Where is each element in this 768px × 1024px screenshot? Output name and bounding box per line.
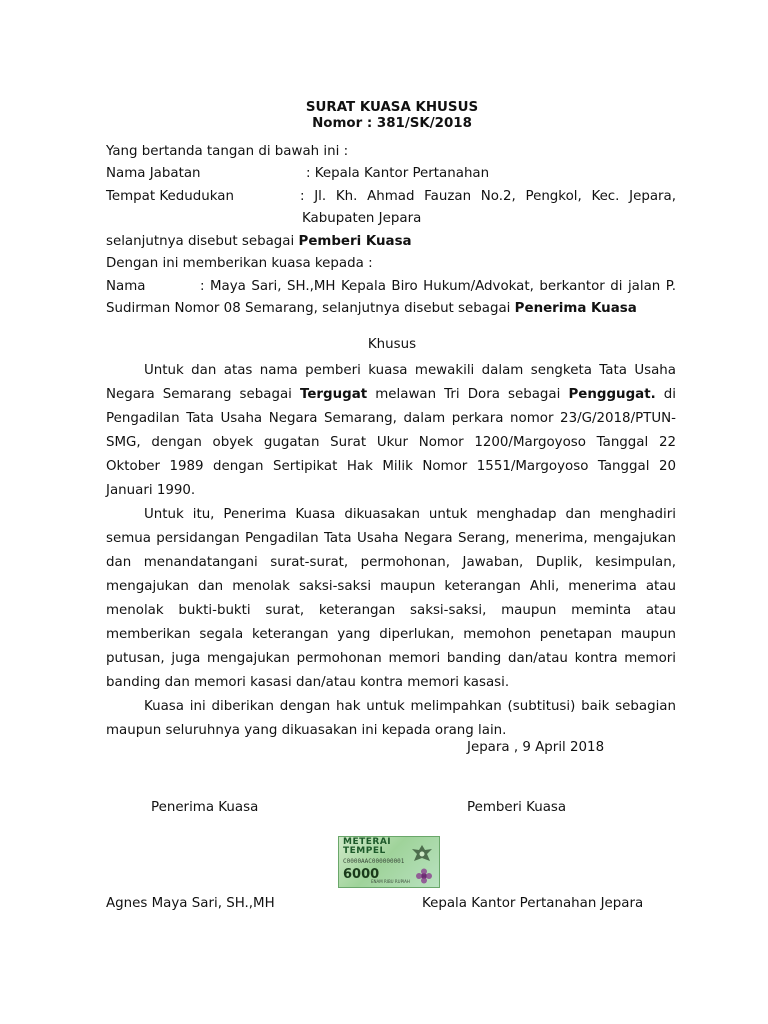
paragraph-case-text-a: Untuk dan atas nama pemberi kuasa mewakili dalam sengketa Tata Usaha Negara Semarang sebagai [106, 363, 676, 402]
defendant-bold: Tergugat [299, 387, 368, 402]
receiver-name: Agnes Maya Sari, SH.,MH [106, 896, 275, 911]
paragraph-case [106, 359, 676, 503]
name-label: Nama [106, 279, 146, 294]
office-label: Tempat Kedudukan [106, 189, 234, 204]
document-number: Nomor : 381/SK/2018 [312, 116, 472, 131]
receiver-intro: Dengan ini memberikan kuasa kepada : [106, 256, 373, 271]
stamp-title [343, 838, 391, 856]
place-date: Jepara , 9 April 2018 [467, 740, 605, 755]
giver-name: Kepala Kantor Pertanahan Jepara [422, 896, 644, 911]
position-label: Nama Jabatan [106, 166, 201, 181]
stamp-value: 6000 [343, 867, 380, 882]
name-value-line2 [106, 297, 637, 321]
receiver-role-label: Penerima Kuasa [151, 800, 259, 815]
giver-designation-text: selanjutnya disebut sebagai [106, 234, 299, 249]
section-title: Khusus [367, 337, 417, 352]
name-value-line2-text: Sudirman Nomor 08 Semarang, selanjutnya disebut sebagai [106, 301, 515, 316]
stamp-small-text: ENAM RIBU RUPIAH [371, 879, 410, 884]
stamp-serial: C0000AAC000000001 [343, 858, 405, 865]
paragraph-substitution: Kuasa ini diberikan dengan hak untuk melimpahkan (subtitusi) baik sebagian maupun seluruhnya yang dikuasakan ini kepada orang lain. [106, 699, 676, 738]
giver-role-label: Pemberi Kuasa [467, 800, 567, 815]
stamp-title-line2: TEMPEL [343, 846, 386, 856]
position-value: : Kepala Kantor Pertanahan [306, 166, 490, 181]
name-value-line1: : Maya Sari, SH.,MH Kepala Biro Hukum/Advokat, berkantor di jalan P. [200, 279, 676, 294]
stamp-title-line1: METERAI [343, 837, 392, 847]
giver-designation-bold: Pemberi Kuasa [298, 234, 412, 249]
paragraph-case-text-b: melawan Tri Dora sebagai [367, 387, 569, 402]
plaintiff-bold: Penggugat. [568, 387, 656, 402]
office-value-line1: : Jl. Kh. Ahmad Fauzan No.2, Pengkol, Kec. Jepara, [300, 189, 676, 204]
flower-ornament-icon [413, 868, 435, 884]
office-value-line2: Kabupaten Jepara [302, 211, 422, 226]
receiver-designation-bold: Penerima Kuasa [514, 301, 637, 316]
paragraph-case-text-c: di Pengadilan Tata Usaha Negara Semarang, dalam perkara nomor 23/G/2018/PTUN-SMG, dengan obyek gugatan Surat Ukur Nomor 1200/Margoyoso Tanggal 22 Oktober 1989 dengan Sertipikat Hak Milik Nomor 1551/Margoyoso Tanggal 20 Januari 1990. [106, 387, 676, 498]
body-paragraphs [106, 359, 676, 743]
document-title: SURAT KUASA KHUSUS [305, 100, 479, 115]
paragraph-authority: Untuk itu, Penerima Kuasa dikuasakan untuk menghadap dan menghadiri semua persidangan Pengadilan Tata Usaha Negara Serang, menerima, mengajukan dan menandatangani surat-surat, permohonan, Jawaban, Duplik, kesimpulan, mengajukan dan menolak saksi-saksi maupun keterangan Ahli, menerima atau menolak bukti-bukti surat, keterangan saksi-saksi, maupun meminta atau memberikan segala keterangan yang diperlukan, memohon penetapan maupun putusan, juga mengajukan permohonan memori banding dan/atau kontra memori banding dan memori kasasi dan/atau kontra memori kasasi. [106, 507, 676, 690]
giver-intro: Yang bertanda tangan di bawah ini : [106, 144, 349, 159]
revenue-stamp [338, 836, 440, 888]
giver-designation [106, 230, 412, 254]
garuda-emblem-icon [409, 843, 435, 867]
